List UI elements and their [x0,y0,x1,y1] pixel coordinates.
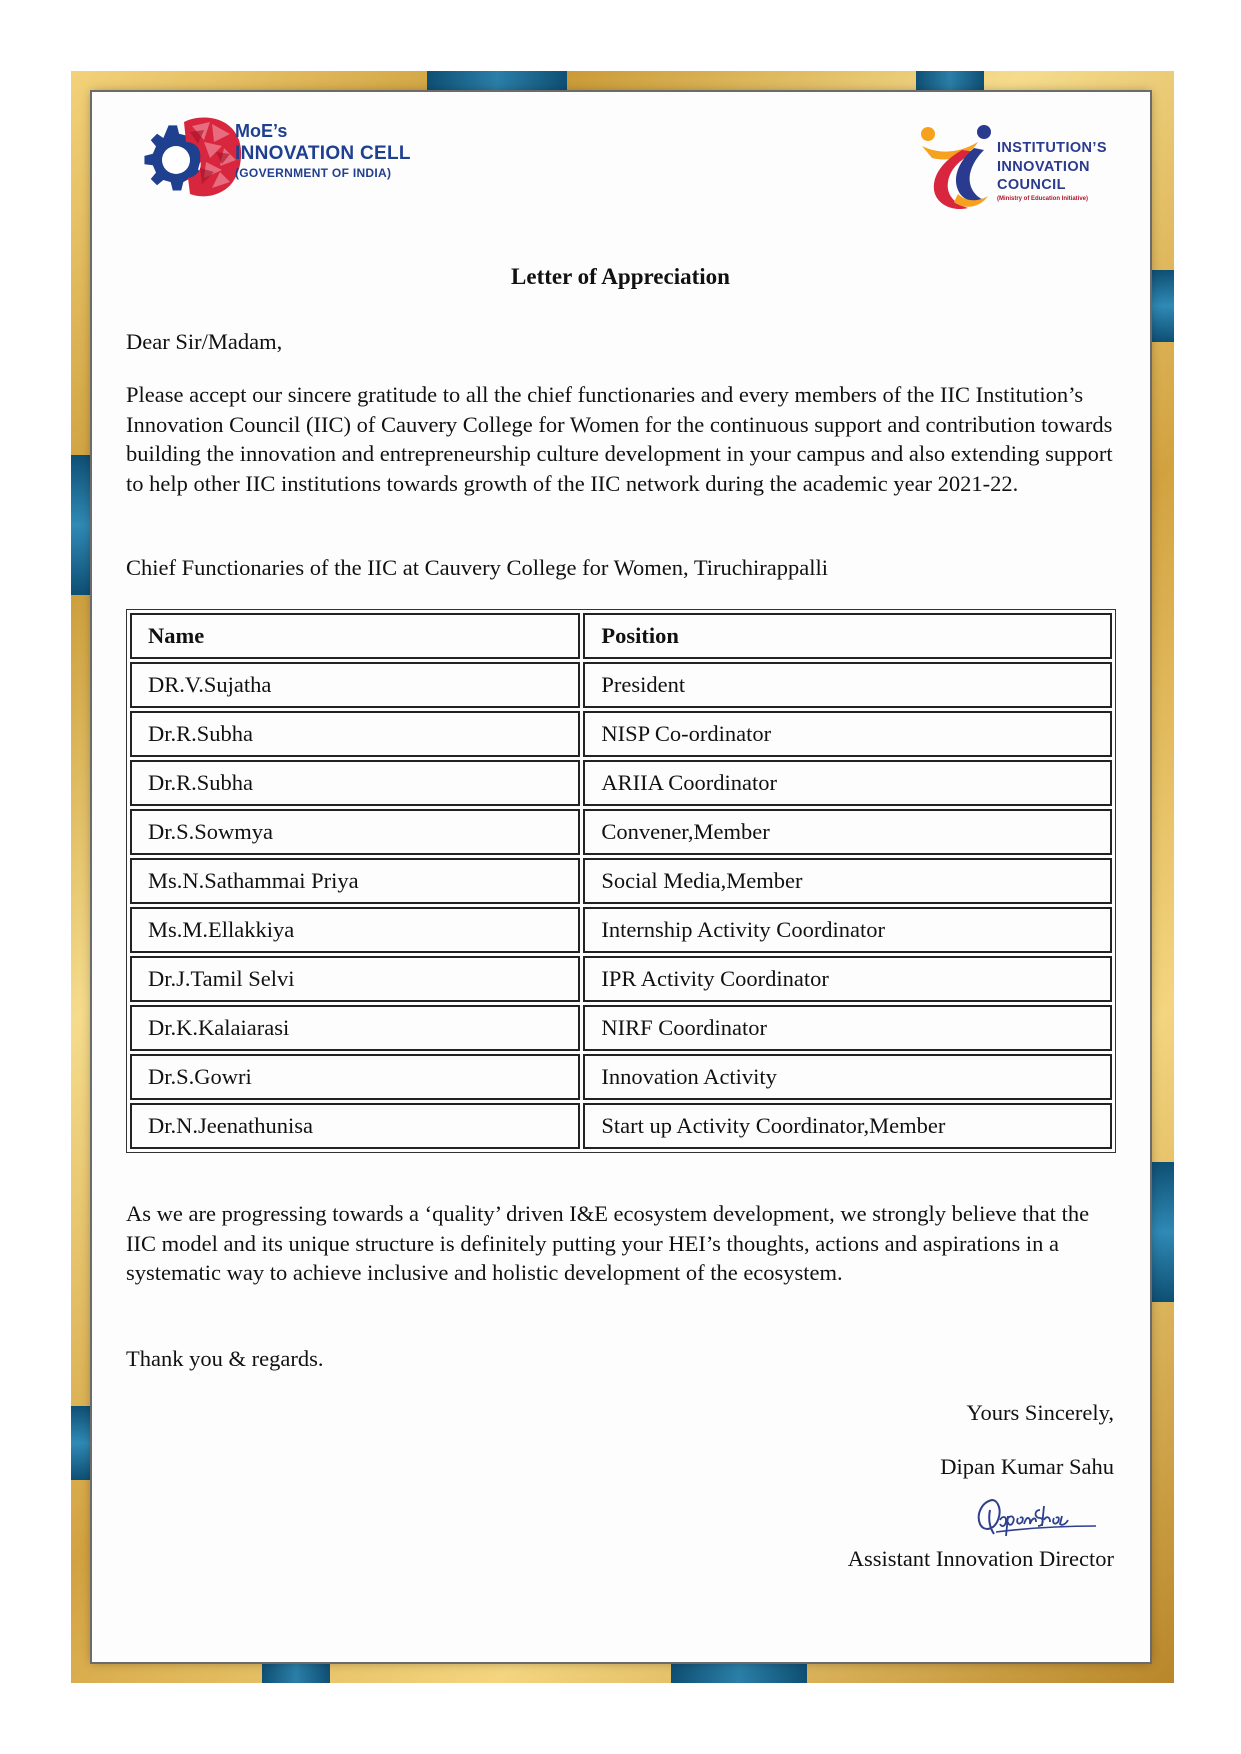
moe-logo-line1: MoE’s [235,121,288,141]
column-header-name: Name [130,613,580,659]
iic-logo [918,124,1000,212]
member-name: Ms.N.Sathammai Priya [130,858,580,904]
appreciation-paragraph: Please accept our sincere gratitude to all the chief functionaries and every members of the IIC Institution’s Innovation Council (IIC) of Cauvery College for Women for the continuous support and contribution towards building the innovation and entrepreneurship culture development in your campus and also extending support to help other IIC institutions towards growth of the IIC network during the academic year 2021-22. [126,382,1113,496]
iic-logo-line1: INSTITUTION’S [997,140,1107,156]
signatory-name: Dipan Kumar Sahu [940,1454,1114,1479]
iic-logo-line3: COUNCIL [997,177,1066,193]
table-row [130,1103,1112,1149]
member-name: Ms.M.Ellakkiya [130,907,580,953]
table-row [130,1005,1112,1051]
member-position: President [583,662,1112,708]
moe-logo-line2: INNOVATION CELL [235,143,411,164]
member-position: Start up Activity Coordinator,Member [583,1103,1112,1149]
chief-functionaries-heading: Chief Functionaries of the IIC at Cauvery College for Women, Tiruchirappalli [126,555,829,580]
member-name: Dr.S.Gowri [130,1054,580,1100]
table-row [130,907,1112,953]
handwritten-signature [968,1486,1102,1542]
member-position: ARIIA Coordinator [583,760,1112,806]
member-name: DR.V.Sujatha [130,662,580,708]
ecosystem-paragraph: As we are progressing towards a ‘quality’ driven I&E ecosystem development, we strongly believe that the IIC model and its unique structure is definitely putting your HEI’s thoughts, actions and aspirations in a systematic way to achieve inclusive and holistic development of the ecosystem. [126,1201,1090,1285]
thanks-line: Thank you & regards. [126,1346,324,1371]
table-row [130,809,1112,855]
closing-line: Yours Sincerely, [966,1400,1114,1425]
frame-accent [262,1662,330,1683]
iic-logo-line4: (Ministry of Education Initiative) [997,195,1089,202]
member-name: Dr.S.Sowmya [130,809,580,855]
table-row [130,662,1112,708]
table-row [130,1054,1112,1100]
salutation: Dear Sir/Madam, [126,329,283,354]
table-row [130,760,1112,806]
member-position: Social Media,Member [583,858,1112,904]
table-row [130,858,1112,904]
member-position: NIRF Coordinator [583,1005,1112,1051]
moe-logo-line3: (GOVERNMENT OF INDIA) [235,166,392,180]
member-position: NISP Co-ordinator [583,711,1112,757]
frame-accent [71,1406,92,1480]
frame-accent [71,455,92,595]
functionaries-table [126,609,1116,1153]
frame-accent [1150,1162,1174,1302]
iic-figure-icon [921,125,991,209]
table-row [130,956,1112,1002]
member-name: Dr.N.Jeenathunisa [130,1103,580,1149]
column-header-position: Position [583,613,1112,659]
iic-logo-text [997,139,1107,204]
moe-logo-text [235,120,411,181]
signatory-title: Assistant Innovation Director [847,1546,1114,1571]
table-header-row [130,613,1112,659]
member-name: Dr.K.Kalaiarasi [130,1005,580,1051]
table-row [130,711,1112,757]
gear-brain-icon [144,118,241,197]
frame-accent [671,1662,807,1683]
member-position: IPR Activity Coordinator [583,956,1112,1002]
frame-accent [427,71,567,92]
letter-title: Letter of Appreciation [511,264,730,289]
member-name: Dr.J.Tamil Selvi [130,956,580,1002]
member-position: Innovation Activity [583,1054,1112,1100]
frame-accent [916,71,984,92]
member-name: Dr.R.Subha [130,711,580,757]
member-position: Convener,Member [583,809,1112,855]
member-position: Internship Activity Coordinator [583,907,1112,953]
iic-logo-line2: INNOVATION [997,158,1090,175]
member-name: Dr.R.Subha [130,760,580,806]
